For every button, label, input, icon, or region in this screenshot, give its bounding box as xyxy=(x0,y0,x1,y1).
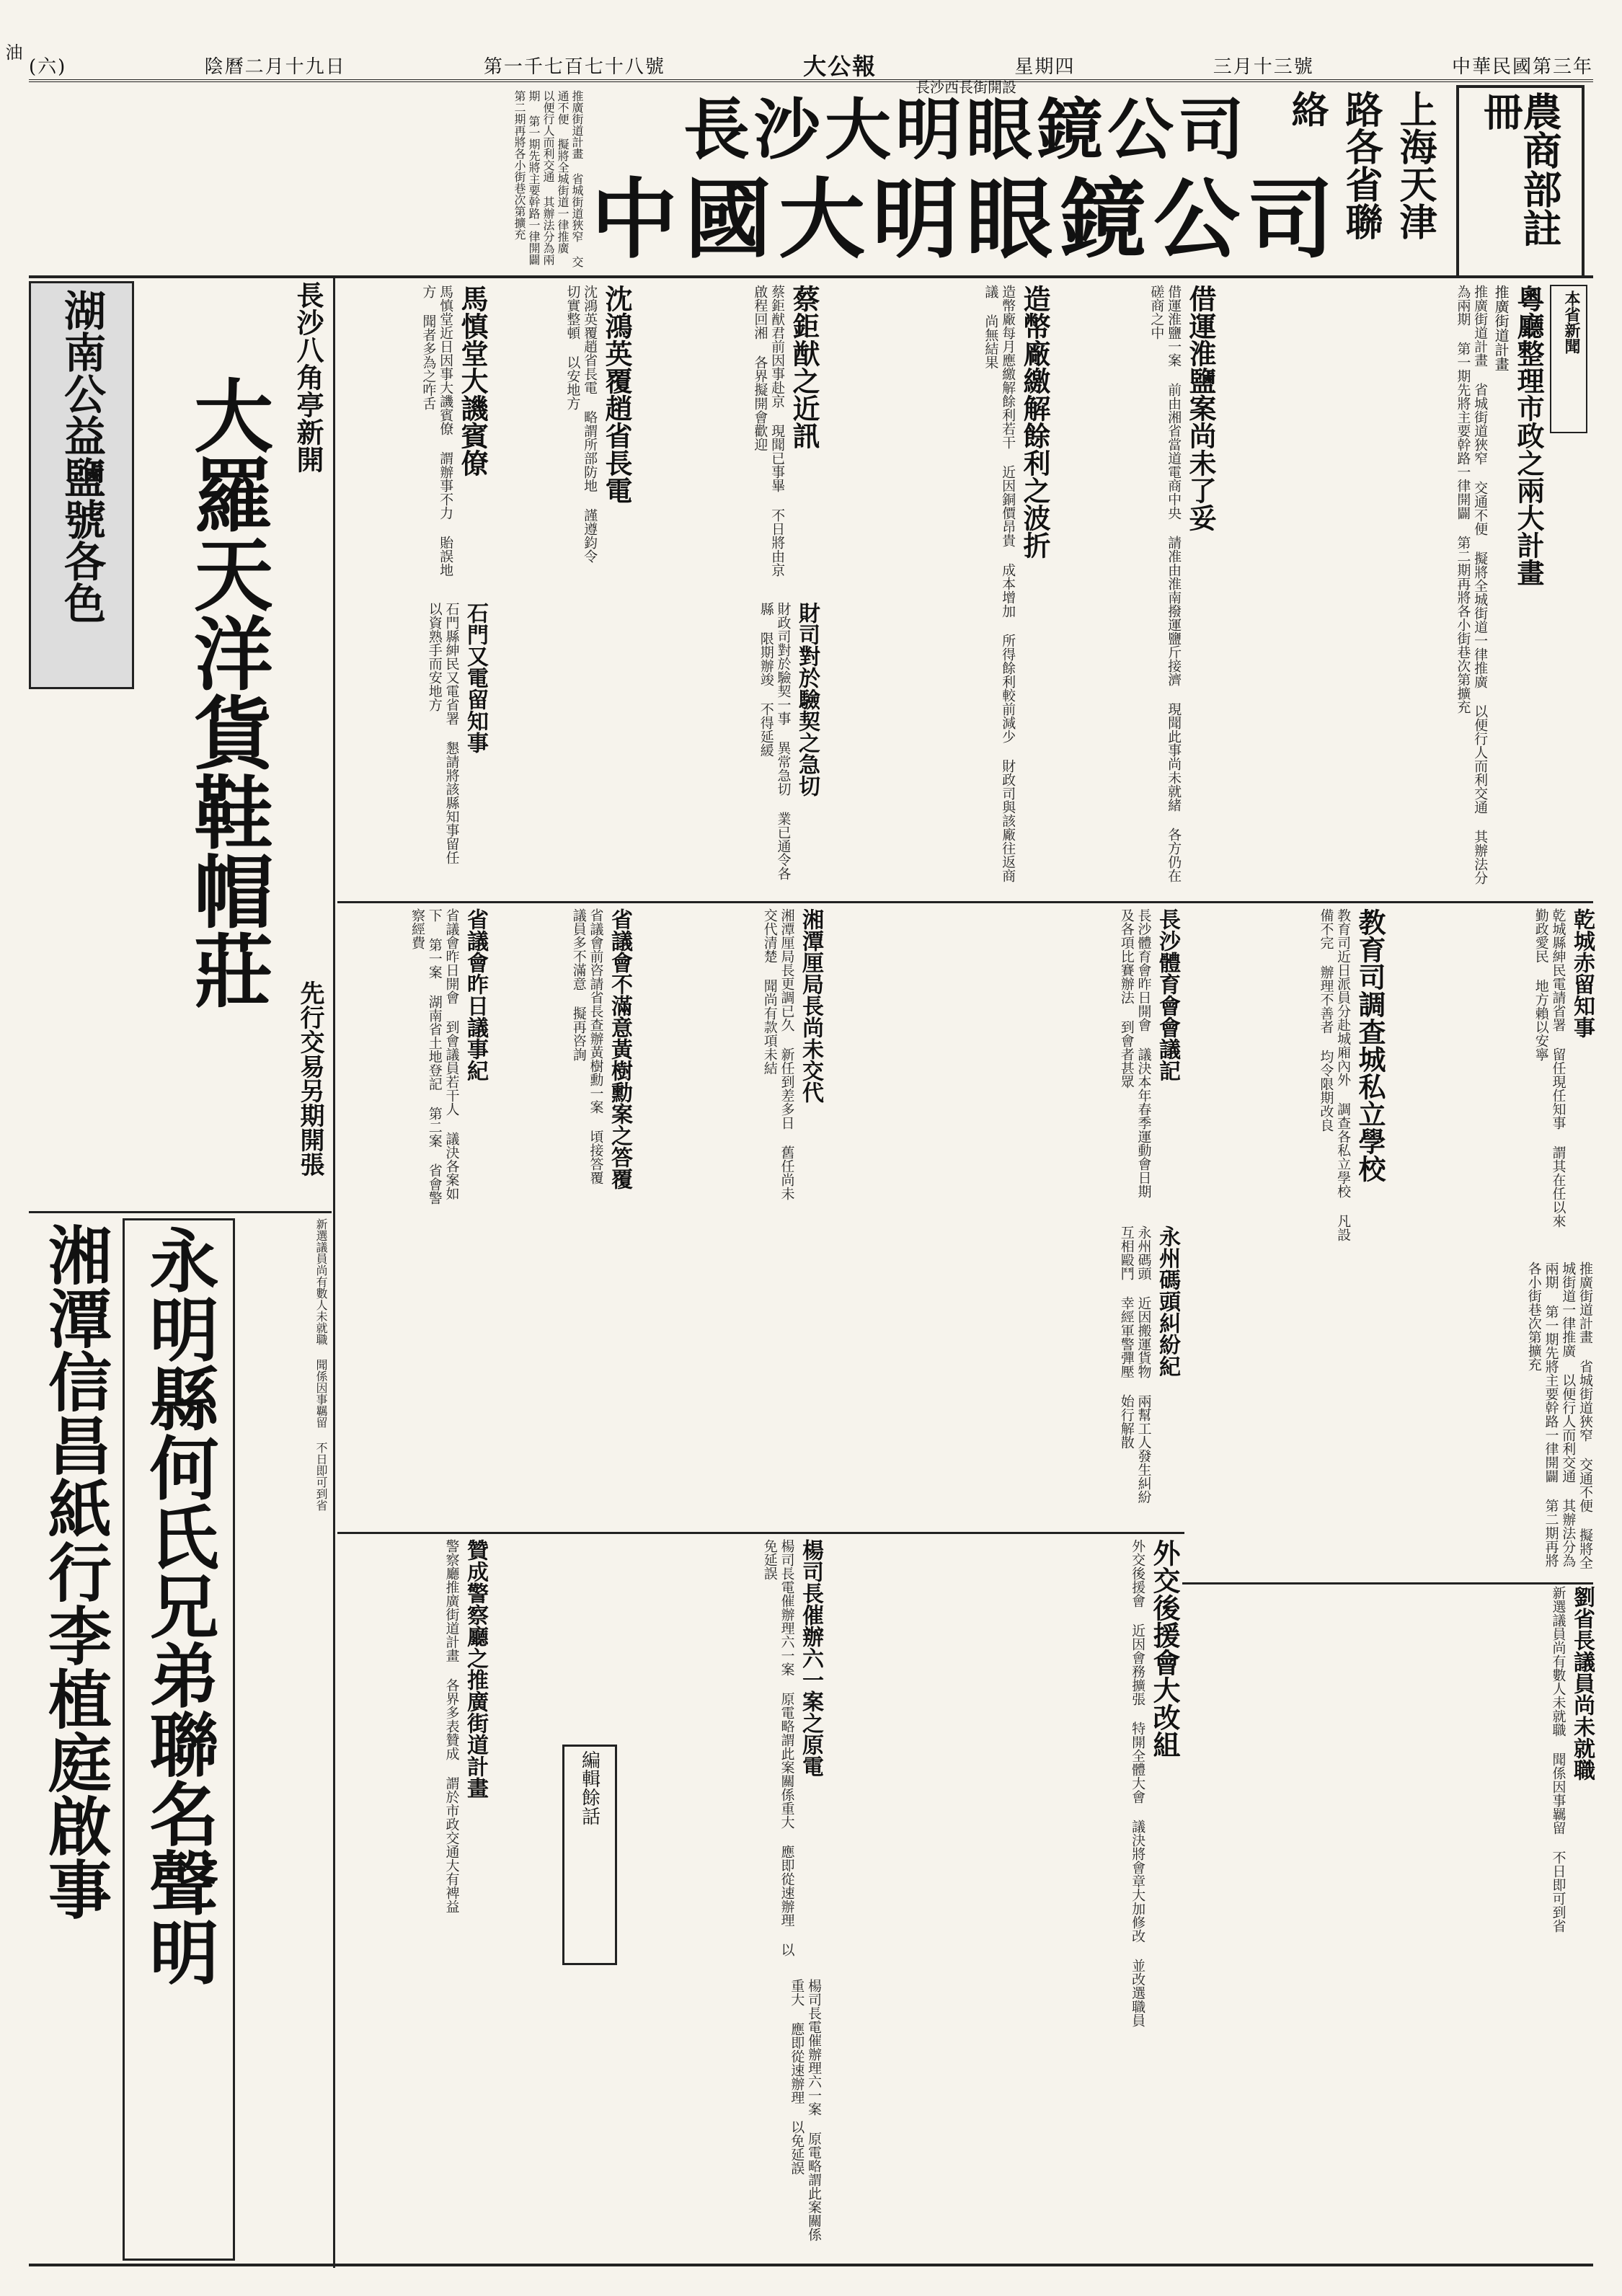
hunan-ad-title: 湖南公益鹽號各色 xyxy=(57,289,106,624)
article-title: 省議會昨日議事紀 xyxy=(463,908,488,1081)
big-ad-1-sub-b: 先行交易另期開張 xyxy=(296,980,324,1176)
article-body: 長沙體育會昨日開會 議決本年春季運動會日期 及各項比賽辦法 到會者甚眾 xyxy=(1118,908,1152,1198)
article-title: 永州碼頭糾紛紀 xyxy=(1155,1225,1180,1377)
big-ad-1-title: 大羅天洋貨鞋帽莊 xyxy=(181,375,274,1009)
article-title: 造幣廠繳解餘利之波折 xyxy=(1019,285,1051,559)
article-12 xyxy=(825,908,1179,1218)
article-17 xyxy=(490,1539,822,1972)
big-ad-1-sub-a: 長沙八角亭新開 xyxy=(292,281,324,473)
article-body: 新選議員尚有數人未就職 聞係因事羈留 不日即可到省 xyxy=(1550,1586,1566,1933)
article-6 xyxy=(339,285,487,595)
article-13 xyxy=(1182,908,1384,1254)
top-left-ad-text: 推廣街道計畫 省城街道狹窄 交通不便 擬將全城街道一律推廣 以便行人而利交通 其辦法分為兩期 第一期先將主要幹路一律開闢 第二期再將各小街巷次第擴充 xyxy=(513,90,584,267)
article-body: 省議會前咨請省長查辦黃樹勳一案 頃接答覆 議員多不滿意 擬再咨詢 xyxy=(570,908,604,1184)
shanghai-strip: 上海天津路各省聯絡 xyxy=(1285,90,1437,240)
side-strip: 油 xyxy=(2,43,22,61)
article-4 xyxy=(634,285,818,595)
article-body: 教育司近日派員分赴城廂內外 調查各私立學校 凡設備不完 辦理不善者 均令限期改良 xyxy=(1318,908,1352,1241)
article-col-right xyxy=(1182,1262,1593,1579)
article-body: 財政司對於驗契一事 異常急切 業已通令各縣 限期辦竣 不得延緩 xyxy=(758,602,792,880)
article-19 xyxy=(1182,1586,1593,2260)
masthead-item: 三月十三號 xyxy=(1213,56,1314,78)
article-14 xyxy=(1388,908,1593,1254)
article-title: 省議會不滿意黃樹勳案之答覆 xyxy=(607,908,632,1189)
masthead-title: 大公報 xyxy=(803,53,877,80)
article-title: 贊成警察廳之推廣街道計畫 xyxy=(463,1539,488,1799)
article-body: 外交後援會 近因會務擴張 特開全體大會 議決將會章大加修改 並改選職員 xyxy=(1130,1539,1146,2027)
article-title: 外交後援會大改組 xyxy=(1148,1539,1181,1758)
article-body: 乾城縣紳民電請省署 留任現任知事 謂其在任以來 勤政愛民 地方賴以安寧 xyxy=(1533,908,1566,1228)
seal-text: 農商部註冊 xyxy=(1478,92,1563,247)
article-15 xyxy=(825,1225,1179,1528)
article-title: 乾城赤留知事 xyxy=(1569,908,1595,1038)
article-10 xyxy=(490,908,631,1218)
banner-ad-2: 中國大明眼鏡公司 xyxy=(591,169,1341,270)
article-body: 造幣廠每月應繳解餘利若干 近因銅價昂貴 成本增加 所得餘利較前減少 財政司與該廠往返商議 尚無結果 xyxy=(983,285,1016,882)
article-title: 教育司調查城私立學校 xyxy=(1354,908,1386,1182)
big-ad-2-title: 永明縣何氏兄弟聯名聲明 xyxy=(138,1225,220,1986)
article-body: 借運淮鹽一案 前由湘省當道電商中央 請准由淮南撥運鹽斤接濟 現聞此事尚未就緒 各方仍在磋商之中 xyxy=(1148,285,1182,882)
article-7 xyxy=(490,602,818,897)
masthead-item: 陰曆二月十九日 xyxy=(204,56,346,78)
article-body: 推廣街道計畫 省城街道狹窄 交通不便 擬將全城街道一律推廣 以便行人而利交通 其辦法分為兩期 第一期先將主要幹路一律開闢 第二期再將各小街巷次第擴充 xyxy=(1525,1262,1593,1569)
article-body: 石門縣紳民又電省署 懇請將該縣知事留任 以資熟手而安地方 xyxy=(426,602,460,864)
article-9 xyxy=(634,908,822,1218)
article-body: 沈鴻英覆趙省長電 略謂所部防地 謹遵鈞令 切實整頓 以安地方 xyxy=(564,285,598,563)
article-18 xyxy=(339,1539,487,2260)
article-20 xyxy=(490,1979,822,2260)
article-5 xyxy=(490,285,631,595)
article-body: 省議會昨日開會 到會議員若干人 議決各案如下 第一案 湖南省土地登記 第二案 省會警察經費 xyxy=(409,908,460,1205)
article-16 xyxy=(825,1539,1179,2260)
masthead-item: 第一千七百七十八號 xyxy=(483,56,665,78)
article-11 xyxy=(339,908,487,1218)
article-title: 湘潭厘局長尚未交代 xyxy=(798,908,823,1103)
article-title: 馬慎堂大譏賓僚 xyxy=(456,285,489,477)
article-1 xyxy=(1218,285,1543,897)
article-title: 沈鴻英覆趙省長電 xyxy=(601,285,633,504)
article-3 xyxy=(822,285,1049,897)
banner-ad-1: 長沙大明眼鏡公司 xyxy=(683,91,1249,169)
banner-small: 長沙西長街開設 xyxy=(916,79,1016,96)
section-tag: 本省新聞 xyxy=(1550,285,1587,433)
article-body: 蔡鉅猷君前因事赴京 現聞已事畢 不日將由京啟程回湘 各界擬開會歡迎 xyxy=(752,285,786,577)
article-body: 馬慎堂近日因事大譏賓僚 謂辦事不力 貽誤地方 聞者多為之咋舌 xyxy=(420,285,454,577)
hunan-ad-box xyxy=(29,281,134,689)
big-ad-3 xyxy=(29,1218,123,2256)
article-body: 推廣街道計畫 省城街道狹窄 交通不便 擬將全城街道一律推廣 以便行人而利交通 其辦法分為兩期 第一期先將主要幹路一律開闢 第二期再將各小街巷次第擴充 xyxy=(1455,285,1489,885)
article-body: 楊司長電催辦理六一案 原電略謂此案關係重大 應即從速辦理 以免延誤 xyxy=(789,1979,822,2241)
article-body: 楊司長電催辦理六一案 原電略謂此案關係重大 應即從速辦理 以免延誤 xyxy=(761,1539,795,1956)
article-title: 石門又電留知事 xyxy=(463,602,488,753)
article-2 xyxy=(1052,285,1215,897)
masthead-item: 中華民國第三年 xyxy=(1451,56,1593,78)
article-title: 楊司長催辦六一案之原電 xyxy=(798,1539,823,1777)
article-title: 財司對於驗契之急切 xyxy=(794,602,820,797)
article-title: 借運淮鹽案尚未了妥 xyxy=(1184,285,1217,531)
left-ad-fineprint: 新選議員尚有數人未就職 聞係因事羈留 不日即可到省 xyxy=(314,1218,328,1511)
article-subtitle: 推廣街道計畫 xyxy=(1492,285,1510,371)
masthead-item: 星期四 xyxy=(1014,56,1076,78)
registration-seal xyxy=(1456,85,1585,278)
article-title: 劉省長議員尚未就職 xyxy=(1569,1586,1595,1781)
article-title: 長沙體育會會議記 xyxy=(1155,908,1180,1081)
article-title: 粵廳整理市政之兩大計畫 xyxy=(1512,285,1545,586)
article-body: 警察廳推廣街道計畫 各界多表贊成 謂於市政交通大有裨益 xyxy=(443,1539,460,1913)
article-title: 蔡鉅猷之近訊 xyxy=(788,285,820,449)
article-body: 湘潭厘局長更調已久 新任到差多日 舊任尚未交代清楚 聞尚有款項未結 xyxy=(761,908,795,1200)
editor-note-box xyxy=(562,1745,617,1965)
masthead-item: (六) xyxy=(29,56,67,78)
big-ad-3-title: 湘潭信昌紙行李植庭啟事 xyxy=(38,1223,113,1920)
editor-note: 編輯餘話 xyxy=(578,1750,601,1825)
big-ad-2 xyxy=(123,1218,235,2261)
article-8 xyxy=(339,602,487,897)
article-body: 永州碼頭 近因搬運貨物 兩幫工人發生糾紛 互相毆鬥 幸經軍警彈壓 始行解散 xyxy=(1118,1225,1152,1504)
